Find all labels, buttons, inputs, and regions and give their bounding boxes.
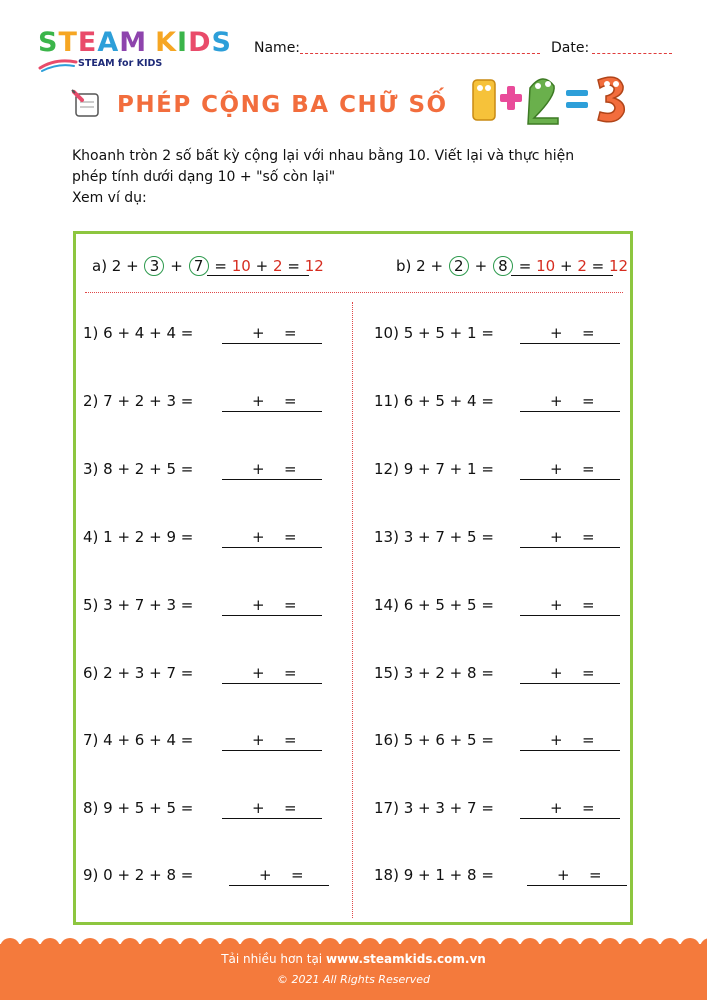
vertical-divider [352,302,353,918]
steam-kids-logo [38,28,238,78]
instruction-line-2: phép tính dưới dạng 10 + "số còn lại" [72,169,336,185]
problem-left-3: 3) 8 + 2 + 5 = [83,460,194,478]
example-b-answer-line [511,275,613,276]
answer-line-right-9[interactable] [527,885,627,886]
problem-right-5: 14) 6 + 5 + 5 = [374,596,494,614]
problem-right-8: 17) 3 + 3 + 7 = [374,799,494,817]
example-a-circled-1: 3 [144,256,164,276]
footer-copyright: © 2021 All Rights Reserved [276,973,430,986]
answer-plus-sign: + [550,799,563,817]
answer-equals-sign: = [284,324,297,342]
name-label: Name: [254,40,301,56]
problem-left-8: 8) 9 + 5 + 5 = [83,799,194,817]
footer-website-line [0,952,707,966]
example-b-plus: + [474,257,488,275]
answer-plus-sign: + [550,731,563,749]
scroll-pencil-icon [70,88,106,120]
example-a-prefix: a) 2 + [92,257,139,275]
example-a-equals-2: = [287,257,300,275]
answer-equals-sign: = [284,596,297,614]
answer-equals-sign: = [582,596,595,614]
problem-right-7: 16) 5 + 6 + 5 = [374,731,494,749]
answer-plus-sign: + [550,528,563,546]
answer-plus-sign: + [252,731,265,749]
instruction-line-1: Khoanh tròn 2 số bất kỳ cộng lại với nhau bằng 10. Viết lại và thực hiện [72,148,575,164]
example-a-plus-2: + [255,257,269,275]
problem-right-6: 15) 3 + 2 + 8 = [374,664,494,682]
answer-line-left-8[interactable] [222,818,322,819]
answer-plus-sign: + [550,392,563,410]
answer-equals-sign: = [582,731,595,749]
example-a-plus: + [170,257,183,275]
example-a-rest: 2 [273,257,283,275]
answer-equals-sign: = [582,324,595,342]
problem-left-2: 2) 7 + 2 + 3 = [83,392,194,410]
numbers-123-icon [468,66,643,126]
example-a-ten: 10 [231,257,251,275]
answer-plus-sign: + [252,799,265,817]
answer-equals-sign: = [582,460,595,478]
example-b-ten: 10 [536,257,556,275]
example-b-circled-2: 8 [493,256,513,276]
answer-equals-sign: = [284,731,297,749]
answer-plus-sign: + [252,664,265,682]
answer-line-right-3[interactable] [520,479,620,480]
example-b-plus-2: + [559,257,573,275]
answer-equals-sign: = [582,392,595,410]
answer-equals-sign: = [582,664,595,682]
answer-line-right-4[interactable] [520,547,620,548]
answer-equals-sign: = [291,866,304,884]
problem-right-4: 13) 3 + 7 + 5 = [374,528,494,546]
problem-left-6: 6) 2 + 3 + 7 = [83,664,194,682]
example-a-answer-line [207,275,309,276]
answer-equals-sign: = [284,392,297,410]
example-b-equals: = [518,257,532,275]
answer-line-left-9[interactable] [229,885,329,886]
date-field-line[interactable] [592,53,672,54]
answer-equals-sign: = [284,664,297,682]
answer-plus-sign: + [550,596,563,614]
answer-line-right-7[interactable] [520,750,620,751]
answer-line-left-3[interactable] [222,479,322,480]
answer-equals-sign: = [284,799,297,817]
answer-plus-sign: + [252,596,265,614]
date-label: Date: [551,40,590,56]
answer-equals-sign: = [284,460,297,478]
instructions [72,146,652,209]
problem-left-7: 7) 4 + 6 + 4 = [83,731,194,749]
logo-subtitle: STEAM for KIDS [78,58,163,69]
example-a-circled-2: 7 [189,256,209,276]
answer-line-left-6[interactable] [222,683,322,684]
answer-line-right-6[interactable] [520,683,620,684]
answer-plus-sign: + [550,324,563,342]
problem-left-4: 4) 1 + 2 + 9 = [83,528,194,546]
example-b-result: 12 [609,257,629,275]
example-a [92,256,324,276]
answer-line-right-2[interactable] [520,411,620,412]
logo-swoosh-icon [38,56,78,72]
page-title: PHÉP CỘNG BA CHỮ SỐ [117,92,448,118]
name-field-line[interactable] [300,53,540,54]
answer-plus-sign: + [550,664,563,682]
example-b-equals-2: = [591,257,605,275]
answer-line-left-2[interactable] [222,411,322,412]
answer-equals-sign: = [582,528,595,546]
answer-line-right-8[interactable] [520,818,620,819]
footer-website-link[interactable]: www.steamkids.com.vn [325,952,486,966]
example-a-equals: = [214,257,227,275]
problem-right-9: 18) 9 + 1 + 8 = [374,866,494,884]
example-b [396,256,628,276]
problem-left-5: 5) 3 + 7 + 3 = [83,596,194,614]
answer-plus-sign: + [557,866,570,884]
example-a-result: 12 [304,257,324,275]
problem-left-1: 1) 6 + 4 + 4 = [83,324,194,342]
problem-right-2: 11) 6 + 5 + 4 = [374,392,494,410]
answer-equals-sign: = [589,866,602,884]
problem-right-3: 12) 9 + 7 + 1 = [374,460,494,478]
example-b-circled-1: 2 [449,256,469,276]
answer-plus-sign: + [252,528,265,546]
answer-line-left-4[interactable] [222,547,322,548]
answer-equals-sign: = [582,799,595,817]
logo-title: STEAM KIDS [38,27,232,58]
answer-plus-sign: + [252,324,265,342]
instruction-line-3: Xem ví dụ: [72,190,147,206]
horizontal-divider [85,292,623,293]
answer-line-right-1[interactable] [520,343,620,344]
answer-equals-sign: = [284,528,297,546]
example-b-prefix: b) 2 + [396,257,444,275]
answer-line-right-5[interactable] [520,615,620,616]
answer-plus-sign: + [550,460,563,478]
problem-right-1: 10) 5 + 5 + 1 = [374,324,494,342]
answer-line-left-5[interactable] [222,615,322,616]
answer-plus-sign: + [252,392,265,410]
example-b-rest: 2 [577,257,587,275]
answer-plus-sign: + [259,866,272,884]
answer-line-left-7[interactable] [222,750,322,751]
footer-more-prefix: Tải nhiều hơn tại [221,952,323,966]
answer-plus-sign: + [252,460,265,478]
problem-left-9: 9) 0 + 2 + 8 = [83,866,194,884]
answer-line-left-1[interactable] [222,343,322,344]
